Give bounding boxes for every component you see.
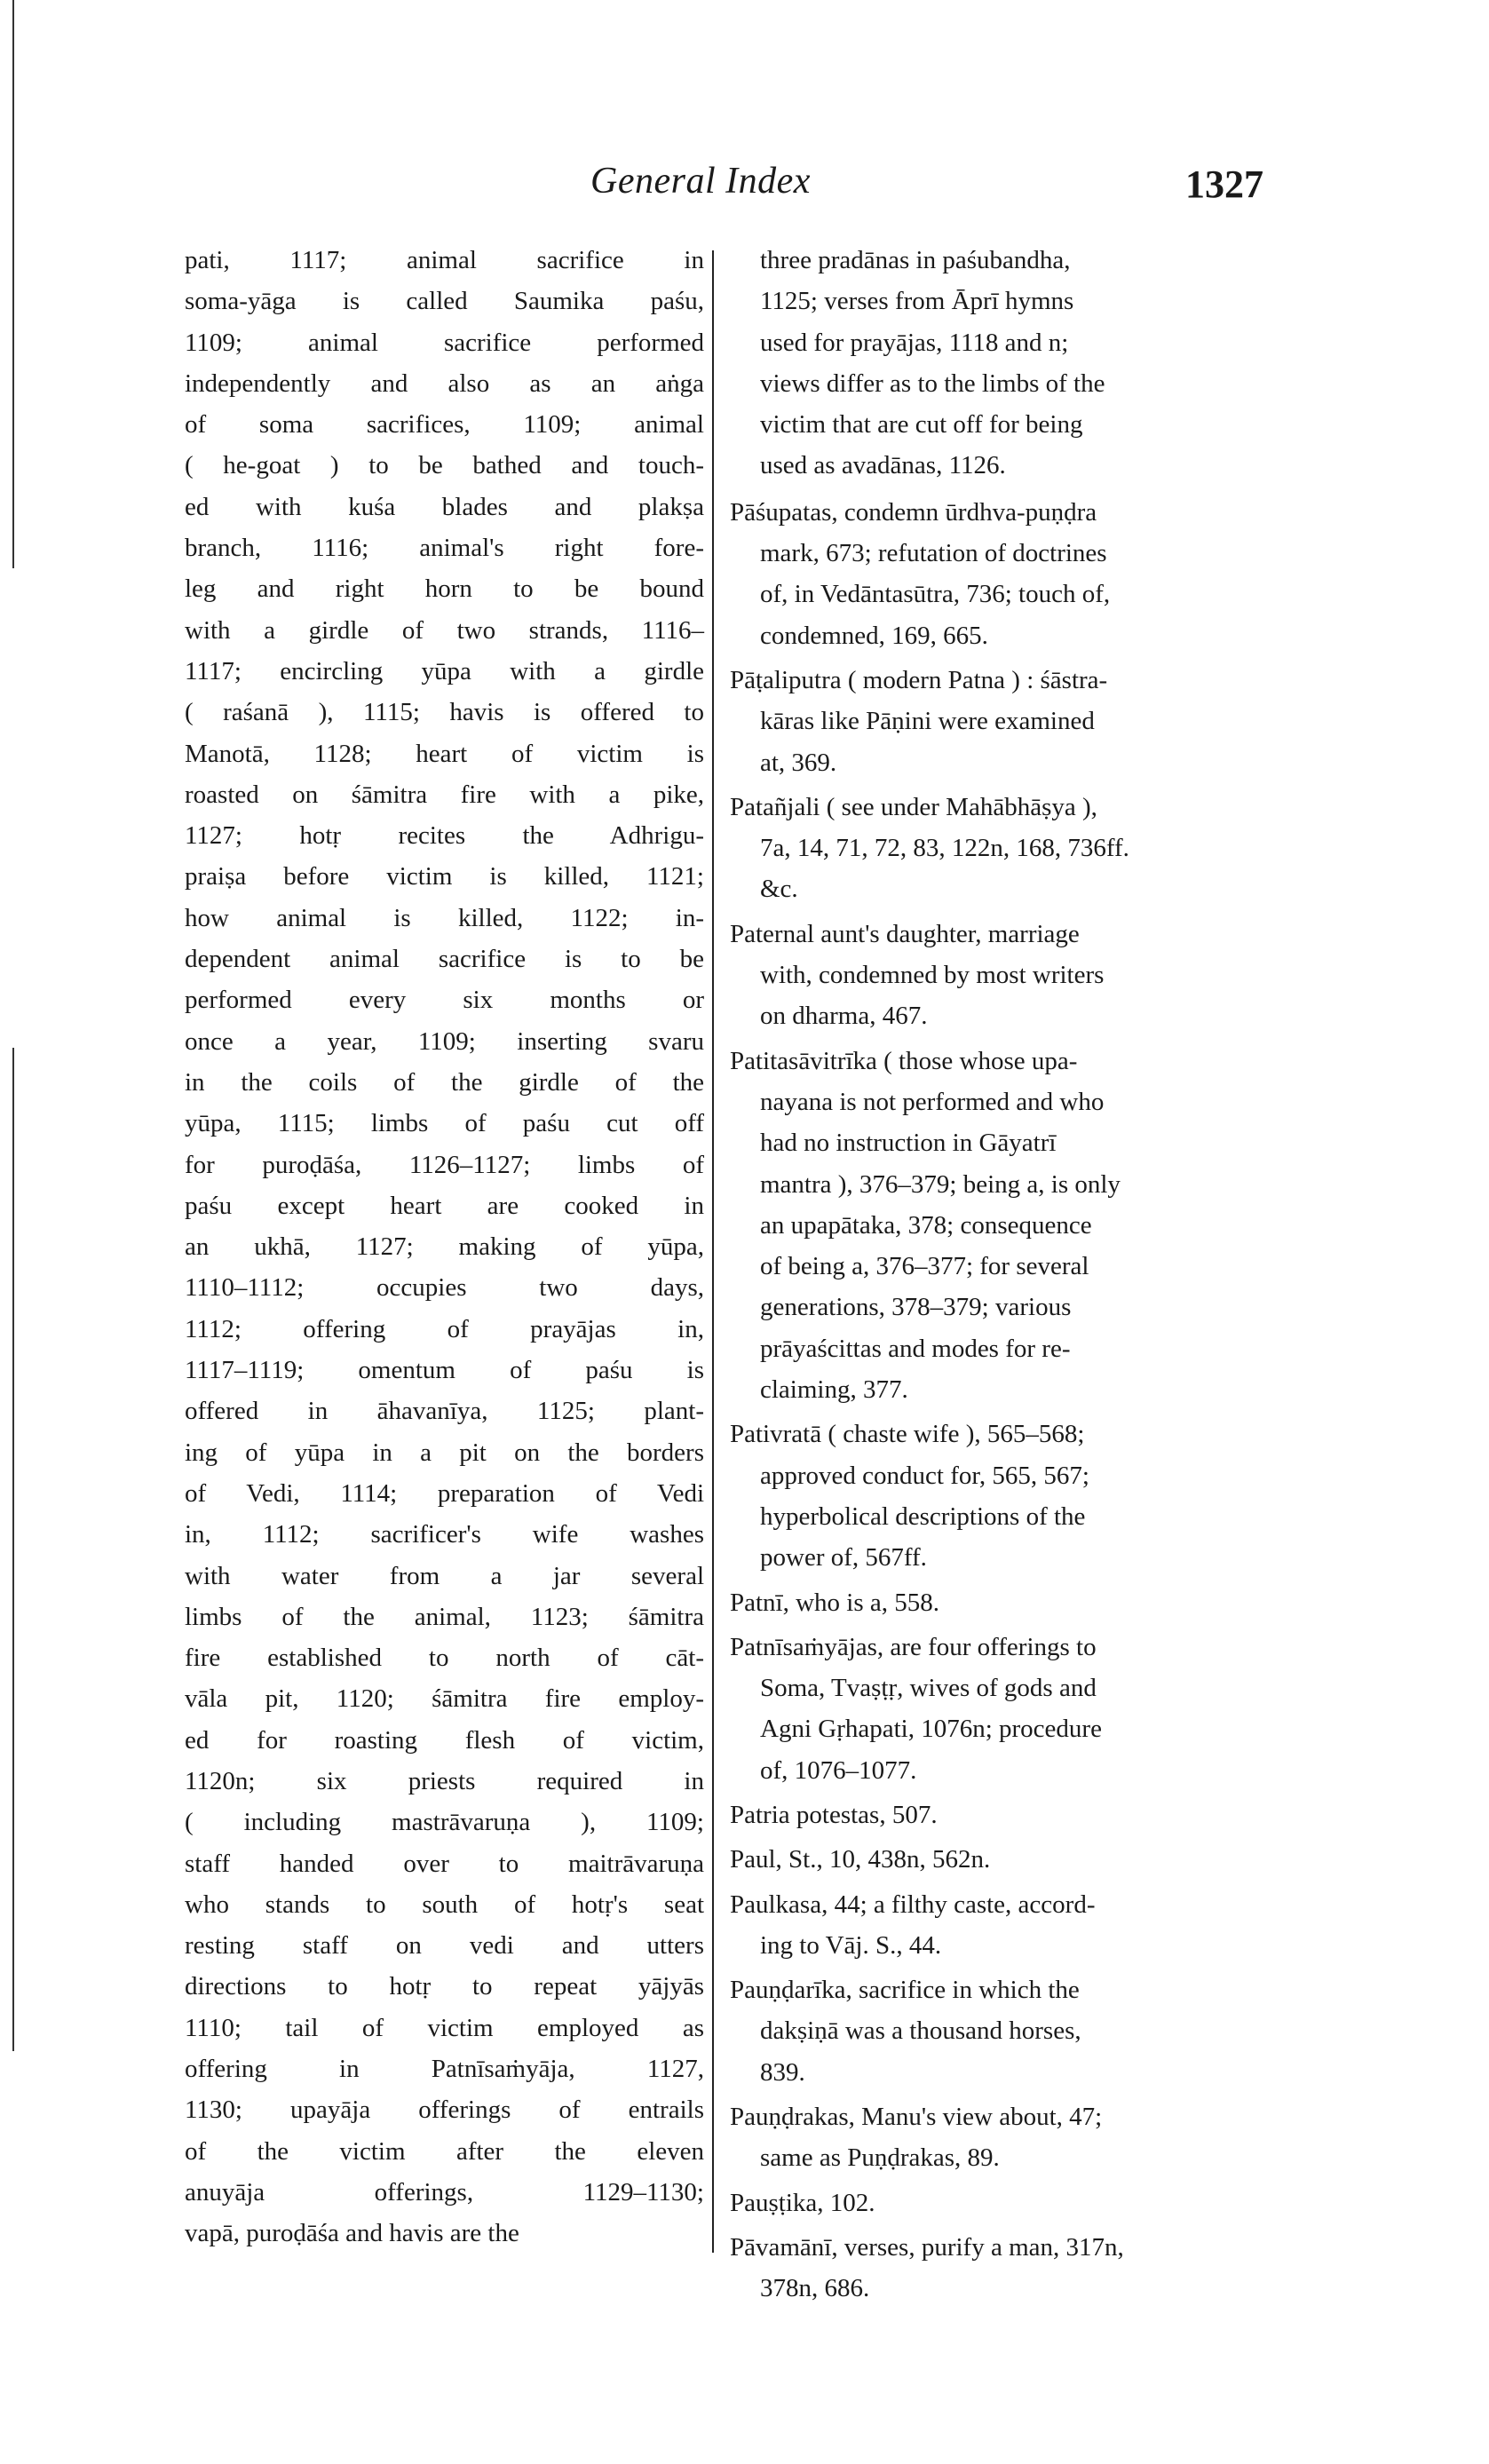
index-entry [730,1884,1263,1967]
entry-continuation-line: dakṣiṇā was a thousand horses, [760,2016,1081,2046]
index-entry [730,2096,1263,2179]
entry-continuation-line: mark, 673; refutation of doctrines [760,539,1107,568]
entry-headword-line: Patria potestas, 507. [730,1800,938,1829]
index-line: once a year, 1109; inserting svaru [185,1026,704,1056]
index-entry [730,1627,1263,1791]
index-line: for puroḍāśa, 1126–1127; limbs of [185,1150,704,1179]
entry-continuation-line: &c. [760,875,798,904]
entry-continuation-line: condemned, 169, 665. [760,621,988,650]
entry-continuation-line: of, in Vedāntasūtra, 736; touch of, [760,580,1111,609]
entry-continuation-line: on dharma, 467. [760,1002,928,1031]
index-line: 1117–1119; omentum of paśu is [185,1356,704,1385]
index-entry [730,914,1263,1037]
entry-headword-line: Pauṣṭika, 102. [730,2188,875,2217]
index-entry [730,1582,1263,1623]
index-entry [730,1839,1263,1880]
index-line: fire established to north of cāt- [185,1644,704,1673]
scan-edge-line-lower [12,1048,14,2051]
index-entry [730,2183,1263,2223]
index-entry [730,492,1263,656]
continuation-line: used for prayājas, 1118 and n; [760,328,1069,357]
entry-continuation-line: hyperbolical descriptions of the [760,1501,1086,1531]
index-line: 1109; animal sacrifice performed [185,328,704,357]
continuation-line: used as avadānas, 1126. [760,451,1006,480]
index-line: how animal is killed, 1122; in- [185,903,704,932]
continuation-line: 1125; verses from Āprī hymns [760,287,1074,316]
entry-continuation-line: 839. [760,2057,805,2087]
entry-headword-line: Pāvamānī, verses, purify a man, 317n, [730,2232,1124,2262]
page-header [0,160,1489,222]
entry-headword-line: Patitasāvitrīka ( those whose upa- [730,1046,1078,1075]
index-line: 1117; encircling yūpa with a girdle [185,656,704,685]
index-line: who stands to south of hotṛ's seat [185,1890,704,1919]
index-line: offered in āhavanīya, 1125; plant- [185,1397,704,1426]
entry-continuation-line: of, 1076–1077. [760,1755,917,1785]
index-line: leg and right horn to be bound [185,574,704,604]
entry-continuation-line: prāyaścittas and modes for re- [760,1334,1071,1363]
index-line: 1120n; six priests required in [185,1766,704,1795]
index-line: of soma sacrifices, 1109; animal [185,410,704,440]
entry-continuation-line: generations, 378–379; various [760,1293,1072,1322]
continuation-block [730,240,1263,487]
index-line: ( including mastrāvaruṇa ), 1109; [185,1808,704,1837]
entry-continuation-line: approved conduct for, 565, 567; [760,1461,1089,1490]
index-entry [730,1414,1263,1578]
index-line: vapā, puroḍāśa and havis are the [185,2219,519,2248]
index-line: branch, 1116; animal's right fore- [185,534,704,563]
index-line: 1112; offering of prayājas in, [185,1314,704,1343]
entry-continuation-line: Agni Gṛhapati, 1076n; procedure [760,1715,1102,1744]
index-line: 1110–1112; occupies two days, [185,1273,704,1303]
index-line: in, 1112; sacrificer's wife washes [185,1520,704,1549]
index-line: staff handed over to maitrāvaruṇa [185,1849,704,1878]
entry-continuation-line: an upapātaka, 378; consequence [760,1210,1092,1240]
entry-headword-line: Patañjali ( see under Mahābhāṣya ), [730,792,1097,821]
page-number: 1327 [1185,162,1263,206]
index-line: ed for roasting flesh of victim, [185,1725,704,1755]
index-line: yūpa, 1115; limbs of paśu cut off [185,1109,704,1138]
index-entry [730,1041,1263,1411]
index-line: resting staff on vedi and utters [185,1931,704,1961]
entry-headword-line: Paternal aunt's daughter, marriage [730,919,1080,948]
index-line: Manotā, 1128; heart of victim is [185,739,704,768]
entry-continuation-line: with, condemned by most writers [760,961,1105,990]
entry-headword-line: Paulkasa, 44; a filthy caste, accord- [730,1890,1096,1919]
column-divider [712,250,714,2253]
index-line: dependent animal sacrifice is to be [185,945,704,974]
entry-continuation-line: 378n, 686. [760,2274,870,2303]
entry-continuation-line: ing to Vāj. S., 44. [760,1930,942,1960]
index-line: with water from a jar several [185,1561,704,1590]
right-column [730,240,1263,2313]
entry-continuation-line: nayana is not performed and who [760,1087,1105,1116]
index-line: independently and also as an aṅga [185,368,704,398]
entry-headword-line: Pauṇḍarīka, sacrifice in which the [730,1976,1080,2005]
index-entry [730,2227,1263,2310]
index-line: ed with kuśa blades and plakṣa [185,492,704,521]
index-line: praiṣa before victim is killed, 1121; [185,862,704,891]
index-line: 1110; tail of victim employed as [185,2013,704,2042]
index-line: ing of yūpa in a pit on the borders [185,1438,704,1467]
entry-continuation-line: claiming, 377. [760,1375,908,1405]
entry-continuation-line: same as Puṇḍrakas, 89. [760,2143,1000,2173]
entry-continuation-line: at, 369. [760,748,837,777]
index-line: pati, 1117; animal sacrifice in [185,246,704,274]
index-line: paśu except heart are cooked in [185,1191,704,1220]
continuation-line: three pradānas in paśubandha, [760,246,1071,274]
index-entries [730,492,1263,2310]
running-title: General Index [590,161,811,202]
index-line: ( raśanā ), 1115; havis is offered to [185,698,704,727]
scan-edge-line [12,0,14,568]
entry-headword-line: Patnīsaṁyājas, are four offerings to [730,1632,1097,1661]
index-line: with a girdle of two strands, 1116– [185,615,704,645]
left-column [185,240,704,2254]
index-line: of Vedi, 1114; preparation of Vedi [185,1478,704,1508]
entry-continuation-line: of being a, 376–377; for several [760,1252,1089,1281]
entry-continuation-line: kāras like Pāṇini were examined [760,707,1095,736]
entry-continuation-line: 7a, 14, 71, 72, 83, 122n, 168, 736ff. [760,834,1129,863]
index-line: performed every six months or [185,986,704,1015]
index-line: ( he-goat ) to be bathed and touch- [185,451,704,480]
index-entry [730,787,1263,910]
index-entry [730,1795,1263,1835]
index-line: soma-yāga is called Saumika paśu, [185,287,704,316]
index-line: of the victim after the eleven [185,2136,704,2166]
index-entry [730,660,1263,783]
index-line: anuyāja offerings, 1129–1130; [185,2177,704,2207]
index-line: roasted on śāmitra fire with a pike, [185,780,704,809]
index-line: offering in Patnīsaṁyāja, 1127, [185,2055,704,2084]
index-line: in the coils of the girdle of the [185,1067,704,1097]
index-line: directions to hotṛ to repeat yājyās [185,1972,704,2001]
entry-headword-line: Pāṭaliputra ( modern Patna ) : śāstra- [730,665,1108,694]
entry-headword-line: Pativratā ( chaste wife ), 565–568; [730,1420,1085,1449]
index-entry [730,1969,1263,2093]
entry-headword-line: Pauṇḍrakas, Manu's view about, 47; [730,2103,1103,2132]
index-line: vāla pit, 1120; śāmitra fire employ- [185,1684,704,1714]
continuation-line: victim that are cut off for being [760,410,1083,440]
index-line: an ukhā, 1127; making of yūpa, [185,1232,704,1262]
entry-continuation-line: mantra ), 376–379; being a, is only [760,1169,1121,1199]
entry-continuation-line: power of, 567ff. [760,1543,927,1573]
entry-headword-line: Pāśupatas, condemn ūrdhva-puṇḍra [730,497,1097,527]
index-line: limbs of the animal, 1123; śāmitra [185,1602,704,1631]
entry-continuation-line: Soma, Tvaṣṭṛ, wives of gods and [760,1674,1097,1703]
entry-headword-line: Patnī, who is a, 558. [730,1588,940,1617]
continuation-line: views differ as to the limbs of the [760,368,1105,398]
entry-continuation-line: had no instruction in Gāyatrī [760,1129,1057,1158]
index-line: 1130; upayāja offerings of entrails [185,2096,704,2125]
entry-headword-line: Paul, St., 10, 438n, 562n. [730,1845,991,1874]
index-line: 1127; hotṛ recites the Adhrigu- [185,821,704,851]
